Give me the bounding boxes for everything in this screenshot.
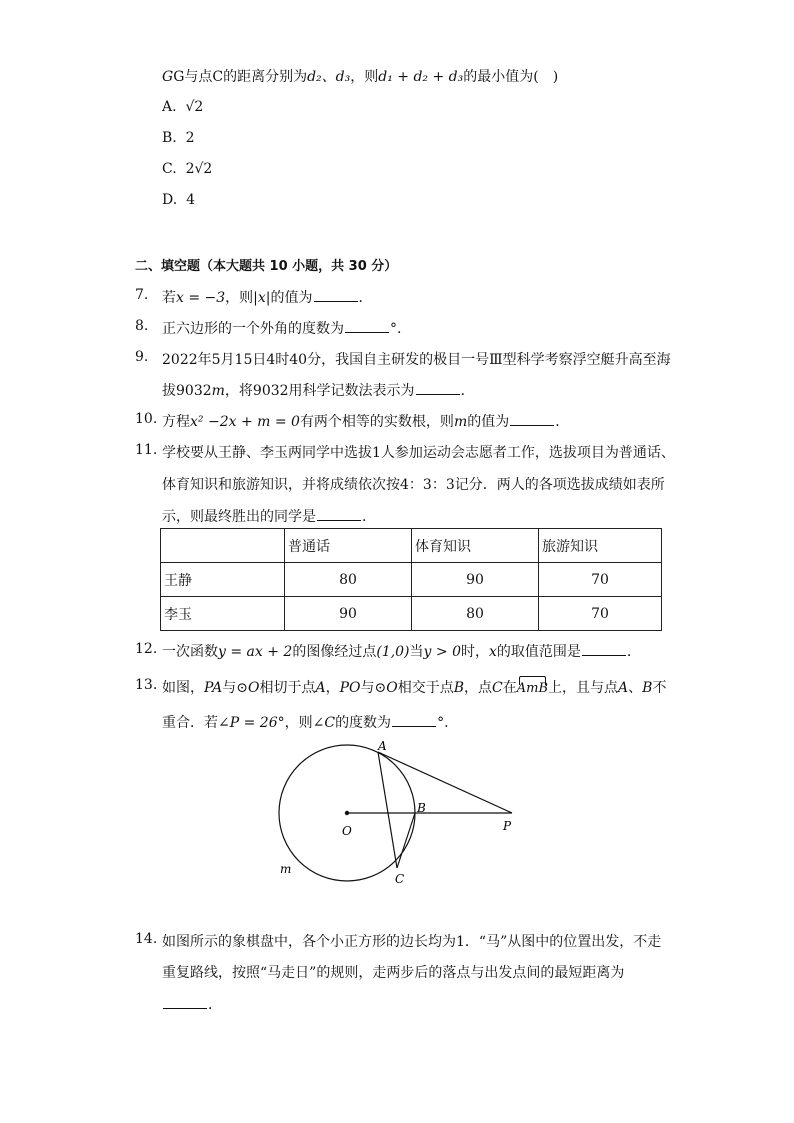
table-row — [161, 597, 662, 631]
label-p: P — [503, 819, 512, 833]
scores-table — [160, 528, 662, 631]
answer-blank — [317, 508, 361, 521]
label-o: O — [342, 824, 352, 838]
table-cell: 70 — [539, 563, 662, 597]
answer-blank — [582, 643, 626, 656]
table-cell: 90 — [412, 563, 539, 597]
center-point — [345, 811, 349, 815]
q7-text: 若x = −3，则|x|的值为 ． — [162, 290, 373, 306]
q11-line3: 示，则最终胜出的同学是 ． — [162, 509, 376, 525]
answer-blank — [416, 382, 460, 395]
table-header-cell — [161, 529, 285, 563]
arc-amb: AmB — [516, 681, 549, 696]
table-cell: 80 — [285, 563, 412, 597]
table-header-cell: 普通话 — [285, 529, 412, 563]
q14-number: 14. — [135, 931, 158, 947]
q9-line2: 拔9032m，将9032用科学记数法表示为 ． — [162, 383, 475, 399]
table-header-row — [161, 529, 662, 563]
q6-option-a: A. √2 — [162, 99, 204, 115]
answer-blank — [163, 996, 207, 1009]
q6-option-d: D. 4 — [162, 192, 196, 208]
q11-line1: 学校要从王静、李玉两同学中选拔1人参加运动会志愿者工作，选拔项目为普通话、 — [162, 445, 675, 461]
q11-line2: 体育知识和旅游知识，并将成绩依次按4：3：3记分．两人的各项选拔成绩如表所 — [162, 477, 665, 493]
table-header-cell: 体育知识 — [412, 529, 539, 563]
answer-blank — [345, 320, 389, 333]
table-cell: 90 — [285, 597, 412, 631]
answer-blank — [510, 413, 554, 426]
segment-bc — [397, 813, 415, 868]
q6-option-c: C. 2√2 — [162, 161, 213, 177]
segment-pa — [378, 752, 512, 813]
q14-line2: 重复路线，按照“马走日”的规则，走两步后的落点与出发点间的最短距离为 — [162, 965, 625, 981]
table-header-cell: 旅游知识 — [539, 529, 662, 563]
q9-number: 9. — [135, 349, 149, 365]
q13-number: 13. — [135, 677, 158, 693]
q6-option-b: B. 2 — [162, 130, 195, 146]
q12-number: 12. — [135, 641, 158, 657]
q7-number: 7. — [135, 287, 149, 303]
table-cell: 李玉 — [161, 597, 285, 631]
label-c: C — [395, 872, 405, 886]
label-a: A — [378, 739, 387, 753]
label-b: B — [417, 801, 426, 815]
circle-tangent-figure — [270, 735, 530, 895]
answer-blank — [314, 289, 358, 302]
q14-line1: 如图所示的象棋盘中，各个小正方形的边长均为1．“马”从图中的位置出发，不走 — [162, 934, 662, 950]
table-cell: 王静 — [161, 563, 285, 597]
q8-text: 正六边形的一个外角的度数为 °. — [162, 321, 402, 337]
q8-number: 8. — [135, 318, 149, 334]
q6-tail-line: GG与点C的距离分别为d₂、d₃，则d₁ + d₂ + d₃的最小值为( ) — [162, 69, 559, 85]
table-cell: 80 — [412, 597, 539, 631]
label-m: m — [280, 862, 292, 876]
q9-line1: 2022年5月15日4时40分，我国自主研发的极目一号Ⅲ型科学考察浮空艇升高至海 — [162, 352, 671, 368]
q10-number: 10. — [135, 411, 158, 427]
q14-line3: ． — [162, 994, 222, 1014]
q13-line2: 重合．若∠P = 26°，则∠C的度数为 °. — [162, 715, 449, 731]
q11-number: 11. — [135, 442, 158, 458]
q10-text: 方程x² −2x + m = 0有两个相等的实数根，则m的值为 ． — [162, 414, 570, 430]
table-cell: 70 — [539, 597, 662, 631]
q13-line1: 如图，PA与⊙O相切于点A，PO与⊙O相交于点B，点C在AmB上，且与点A、B不 — [162, 680, 667, 696]
q12-text: 一次函数y = ax + 2的图像经过点(1,0)当y > 0时，x的取值范围是 ． — [162, 644, 641, 660]
section-heading: 二、填空题（本大题共 10 小题，共 30 分） — [135, 259, 398, 274]
segment-ac — [378, 752, 397, 868]
answer-blank — [392, 714, 436, 727]
table-row — [161, 563, 662, 597]
